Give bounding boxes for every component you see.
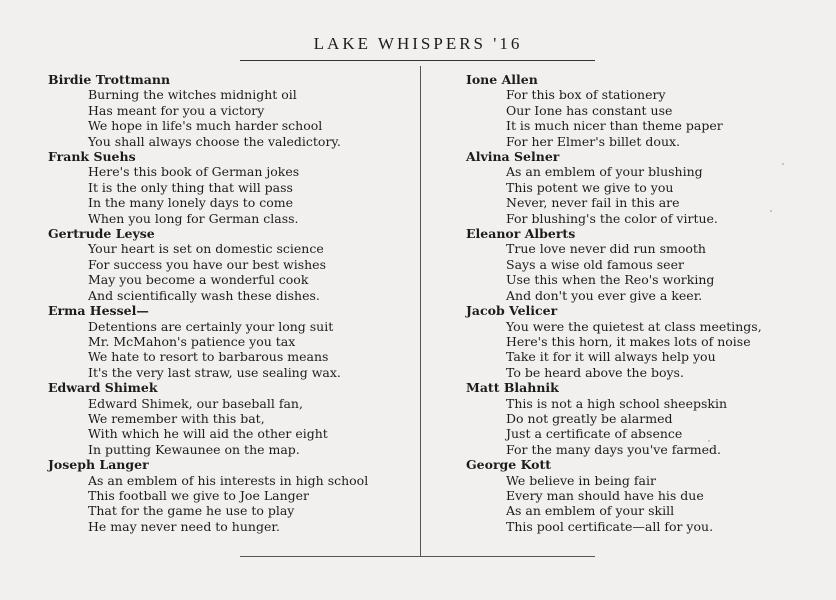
page-title: LAKE WHISPERS '16: [313, 34, 523, 53]
entry-name: Birdie Trottmann: [48, 72, 171, 87]
verse-line: When you long for German class.: [88, 210, 299, 226]
entry-name: Alvina Selner: [466, 149, 560, 165]
poem-entry: [466, 380, 816, 457]
entry-name: Edward Shimek: [48, 380, 158, 396]
poem-entry: [466, 226, 816, 303]
verse-line: You were the quietest at class meetings,: [506, 318, 762, 334]
verse-line: You shall always choose the valedictory.: [88, 133, 341, 149]
verse-line: Every man should have his due: [506, 487, 704, 503]
poem-entry: [466, 149, 816, 226]
entry-name: Erma Hessel—: [48, 303, 149, 319]
verse-line: This potent we give to you: [506, 179, 674, 195]
verse-line: We remember with this bat,: [88, 410, 265, 426]
verse-line: Take it for it will always help you: [506, 349, 716, 365]
entry-name: Gertrude Leyse: [48, 226, 155, 242]
entry-name: George Kott: [466, 457, 552, 473]
paper-speck: [770, 210, 772, 212]
verse-line: Mr. McMahon's patience you tax: [88, 333, 296, 349]
verse-line: It is much nicer than theme paper: [506, 118, 723, 134]
verse-line: For blushing's the color of virtue.: [506, 210, 718, 226]
verse-line: Says a wise old famous seer: [506, 256, 684, 272]
verse-line: And don't you ever give a keer.: [506, 287, 703, 303]
verse-line: This is not a high school sheepskin: [506, 395, 728, 411]
entry-name: Ione Allen: [466, 72, 538, 87]
poem-entry: [48, 149, 408, 226]
verse-line: For the many days you've farmed.: [506, 441, 721, 457]
verse-line: In the many lonely days to come: [88, 195, 294, 211]
entry-name: Matt Blahnik: [466, 380, 559, 396]
entry-name: Frank Suehs: [48, 149, 136, 165]
verse-line: Detentions are certainly your long suit: [88, 318, 334, 334]
verse-line: As an emblem of his interests in high school: [88, 472, 369, 488]
header-rule: [240, 60, 595, 61]
poem-entry: [48, 72, 408, 149]
verse-line: Edward Shimek, our baseball fan,: [88, 395, 303, 411]
verse-line: We hate to resort to barbarous means: [88, 349, 329, 365]
verse-line: Use this when the Reo's working: [506, 272, 715, 288]
verse-line: Burning the witches midnight oil: [88, 87, 297, 103]
column-divider: [420, 66, 421, 556]
verse-line: This pool certificate—all for you.: [506, 518, 714, 534]
verse-line: Our Ione has constant use: [506, 102, 673, 118]
verse-line: Your heart is set on domestic science: [88, 241, 324, 257]
verse-line: That for the game he use to play: [88, 503, 295, 519]
verse-line: In putting Kewaunee on the map.: [88, 441, 300, 457]
verse-line: As an emblem of your skill: [506, 503, 675, 519]
entry-name: Eleanor Alberts: [466, 226, 576, 242]
paper-speck: [708, 440, 710, 442]
verse-line: And scientifically wash these dishes.: [88, 287, 320, 303]
verse-line: Has meant for you a victory: [88, 102, 265, 118]
entry-name: Joseph Langer: [48, 457, 149, 473]
verse-line: True love never did run smooth: [506, 241, 706, 257]
verse-line: It's the very last straw, use sealing wax.: [88, 364, 341, 380]
verse-line: For this box of stationery: [506, 87, 666, 103]
poem-entry: [466, 457, 816, 534]
left-column: [48, 72, 408, 534]
right-column: [466, 72, 816, 534]
entry-name: Jacob Velicer: [466, 303, 558, 319]
verse-line: He may never need to hunger.: [88, 518, 280, 534]
verse-line: This football we give to Joe Langer: [88, 487, 310, 503]
verse-line: We hope in life's much harder school: [88, 118, 323, 134]
footer-rule: [240, 556, 595, 557]
verse-line: Here's this horn, it makes lots of noise: [506, 333, 751, 349]
verse-line: For her Elmer's billet doux.: [506, 133, 681, 149]
verse-line: Do not greatly be alarmed: [506, 410, 673, 426]
paper-speck: [782, 163, 784, 165]
verse-line: May you become a wonderful cook: [88, 272, 309, 288]
poem-entry: [48, 226, 408, 303]
poem-entry: [48, 380, 408, 457]
verse-line: It is the only thing that will pass: [88, 179, 293, 195]
verse-line: Never, never fail in this are: [506, 195, 680, 211]
poem-entry: [48, 457, 408, 534]
verse-line: As an emblem of your blushing: [506, 164, 703, 180]
verse-line: Just a certificate of absence: [506, 426, 683, 442]
poem-entry: [466, 303, 816, 380]
poem-entry: [466, 72, 816, 149]
verse-line: We believe in being fair: [506, 472, 656, 488]
verse-line: Here's this book of German jokes: [88, 164, 300, 180]
verse-line: For success you have our best wishes: [88, 256, 326, 272]
verse-line: With which he will aid the other eight: [88, 426, 328, 442]
poem-entry: [48, 303, 408, 380]
verse-line: To be heard above the boys.: [506, 364, 684, 380]
